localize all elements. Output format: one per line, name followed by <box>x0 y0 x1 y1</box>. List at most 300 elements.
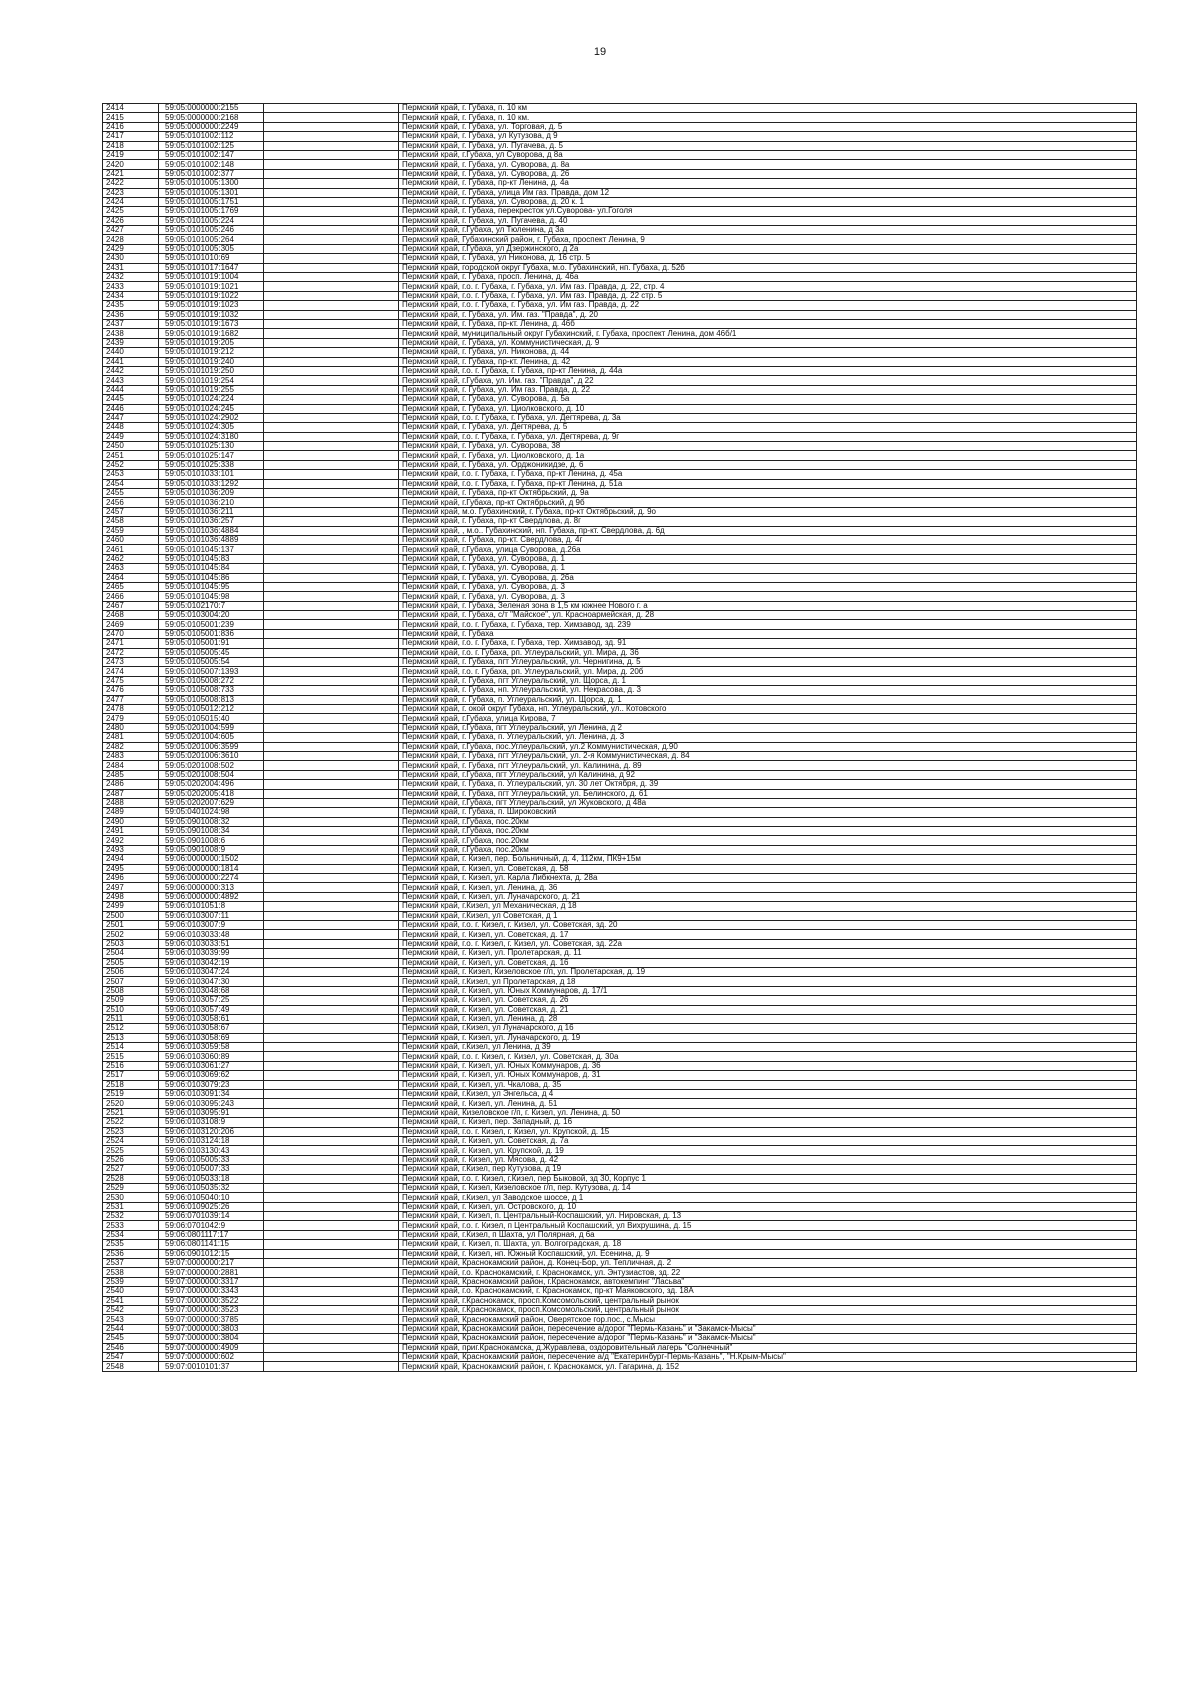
table-row <box>103 366 1137 375</box>
empty-cell <box>264 113 399 122</box>
address: Пермский край, г. Губаха, просп. Ленина, д. 46а <box>399 273 1137 282</box>
empty-cell <box>264 319 399 328</box>
row-number: 2535 <box>103 1240 159 1249</box>
table-row <box>103 1315 1137 1324</box>
empty-cell <box>264 780 399 789</box>
cadastral-number: 59:05:0101002:112 <box>159 132 264 141</box>
row-number: 2516 <box>103 1061 159 1070</box>
empty-cell <box>264 920 399 929</box>
row-number: 2545 <box>103 1334 159 1343</box>
address: Пермский край, , м.о.. Губахинский, нп. Губаха, пр-кт. Свердлова, д. 6д <box>399 526 1137 535</box>
address: Пермский край, г. Губаха, ул. Суворова, д. 3 <box>399 582 1137 591</box>
cadastral-number: 59:06:0103048:68 <box>159 986 264 995</box>
address: Пермский край, г. Губаха, п. 10 км <box>399 104 1137 113</box>
table-row <box>103 573 1137 582</box>
table-row <box>103 1108 1137 1117</box>
empty-cell <box>264 817 399 826</box>
address: Пермский край, г. Губаха, ул. Торговая, д. 5 <box>399 122 1137 131</box>
cadastral-number: 59:06:0701039:14 <box>159 1212 264 1221</box>
address: Пермский край, г.Губаха, улица Суворова, д.26а <box>399 545 1137 554</box>
row-number: 2501 <box>103 920 159 929</box>
empty-cell <box>264 770 399 779</box>
table-row <box>103 1099 1137 1108</box>
address: Пермский край, г. Губаха, п. 10 км. <box>399 113 1137 122</box>
cadastral-number: 59:05:0101024:3180 <box>159 432 264 441</box>
empty-cell <box>264 883 399 892</box>
cadastral-number: 59:05:0101005:305 <box>159 244 264 253</box>
empty-cell <box>264 1212 399 1221</box>
empty-cell <box>264 1259 399 1268</box>
cadastral-number: 59:05:0101019:1673 <box>159 319 264 328</box>
cadastral-number: 59:05:0201006:3610 <box>159 751 264 760</box>
table-row <box>103 104 1137 113</box>
table-row <box>103 686 1137 695</box>
table-row <box>103 1118 1137 1127</box>
cadastral-number: 59:06:0103120:206 <box>159 1127 264 1136</box>
page-number: 19 <box>593 46 607 58</box>
table-row <box>103 817 1137 826</box>
table-row <box>103 385 1137 394</box>
empty-cell <box>264 423 399 432</box>
cadastral-number: 59:05:0201004:599 <box>159 723 264 732</box>
row-number: 2489 <box>103 808 159 817</box>
empty-cell <box>264 723 399 732</box>
table-row <box>103 1296 1137 1305</box>
address: Пермский край, г. Кизел, ул. Советская, д. 7а <box>399 1136 1137 1145</box>
empty-cell <box>264 864 399 873</box>
table-row <box>103 977 1137 986</box>
cadastral-number: 59:06:0103069:62 <box>159 1071 264 1080</box>
row-number: 2538 <box>103 1268 159 1277</box>
address: Пермский край, Губахинский район, г. Губаха, проспект Ленина, 9 <box>399 235 1137 244</box>
address: Пермский край, г.о. г. Губаха, г. Губаха, тер. Химзавод, зд. 91 <box>399 639 1137 648</box>
table-row <box>103 892 1137 901</box>
address: Пермский край, г.Губаха, ул Суворова, д 8а <box>399 150 1137 159</box>
empty-cell <box>264 1005 399 1014</box>
cadastral-number: 59:06:0801117:17 <box>159 1230 264 1239</box>
empty-cell <box>264 526 399 535</box>
empty-cell <box>264 1202 399 1211</box>
empty-cell <box>264 996 399 1005</box>
address: Пермский край, г.о. г. Губаха, г. Губаха, пр-кт Ленина, д. 45а <box>399 470 1137 479</box>
empty-cell <box>264 1014 399 1023</box>
table-row <box>103 789 1137 798</box>
cadastral-number: 59:05:0105001:239 <box>159 620 264 629</box>
cadastral-number: 59:05:0101019:1022 <box>159 291 264 300</box>
table-row <box>103 1240 1137 1249</box>
table-row <box>103 629 1137 638</box>
empty-cell <box>264 385 399 394</box>
cadastral-number: 59:05:0101005:246 <box>159 226 264 235</box>
empty-cell <box>264 986 399 995</box>
address: Пермский край, г. Кизел, ул. Островского, д. 10 <box>399 1202 1137 1211</box>
cadastral-number: 59:05:0201008:502 <box>159 761 264 770</box>
empty-cell <box>264 967 399 976</box>
table-row <box>103 1005 1137 1014</box>
empty-cell <box>264 273 399 282</box>
cadastral-number: 59:05:0101036:4884 <box>159 526 264 535</box>
table-row <box>103 132 1137 141</box>
row-number: 2415 <box>103 113 159 122</box>
cadastral-number: 59:06:0103095:91 <box>159 1108 264 1117</box>
row-number: 2456 <box>103 498 159 507</box>
address: Пермский край, г. Губаха, пр-кт Ленина, д. 4а <box>399 179 1137 188</box>
address: Пермский край, г. Кизел, ул. Советская, д. 17 <box>399 930 1137 939</box>
cadastral-number: 59:05:0105001:836 <box>159 629 264 638</box>
row-number: 2482 <box>103 742 159 751</box>
address: Пермский край, г.Губаха, пос.Углеуральский, ул.2 Коммунистическая, д.90 <box>399 742 1137 751</box>
row-number: 2488 <box>103 798 159 807</box>
empty-cell <box>264 226 399 235</box>
table-row <box>103 967 1137 976</box>
cadastral-number: 59:05:0101045:95 <box>159 582 264 591</box>
address: Пермский край, г. Губаха, ул Кутузова, д 9 <box>399 132 1137 141</box>
row-number: 2476 <box>103 686 159 695</box>
empty-cell <box>264 1080 399 1089</box>
cadastral-number: 59:05:0101025:338 <box>159 460 264 469</box>
cadastral-number: 59:05:0202005:418 <box>159 789 264 798</box>
row-number: 2418 <box>103 141 159 150</box>
empty-cell <box>264 639 399 648</box>
table-row <box>103 348 1137 357</box>
table-row <box>103 1052 1137 1061</box>
cadastral-number: 59:05:0101045:84 <box>159 564 264 573</box>
address: Пермский край, г. Губаха, ул. Коммунистическая, д. 9 <box>399 338 1137 347</box>
address: Пермский край, г.о. г. Губаха, г. Губаха, ул. Им газ. Правда, д. 22 стр. 5 <box>399 291 1137 300</box>
row-number: 2421 <box>103 169 159 178</box>
row-number: 2443 <box>103 376 159 385</box>
empty-cell <box>264 1155 399 1164</box>
cadastral-number: 59:05:0101019:205 <box>159 338 264 347</box>
row-number: 2499 <box>103 902 159 911</box>
table-row <box>103 1259 1137 1268</box>
table-row <box>103 564 1137 573</box>
table-row <box>103 1193 1137 1202</box>
cadastral-number: 59:05:0105015:40 <box>159 714 264 723</box>
address: Пермский край, г.Кизел, ул Луначарского, д 16 <box>399 1024 1137 1033</box>
empty-cell <box>264 808 399 817</box>
cadastral-number: 59:05:0105008:733 <box>159 686 264 695</box>
row-number: 2483 <box>103 751 159 760</box>
table-row <box>103 310 1137 319</box>
table-row <box>103 658 1137 667</box>
empty-cell <box>264 160 399 169</box>
row-number: 2487 <box>103 789 159 798</box>
empty-cell <box>264 395 399 404</box>
cadastral-number: 59:05:0101010:69 <box>159 254 264 263</box>
empty-cell <box>264 1108 399 1117</box>
empty-cell <box>264 892 399 901</box>
cadastral-number: 59:05:0202007:629 <box>159 798 264 807</box>
table-row <box>103 413 1137 422</box>
table-row <box>103 902 1137 911</box>
cadastral-number: 59:06:0103057:25 <box>159 996 264 1005</box>
table-row <box>103 1230 1137 1239</box>
table-row <box>103 1043 1137 1052</box>
cadastral-number: 59:05:0901008:6 <box>159 836 264 845</box>
cadastral-number: 59:06:0101051:8 <box>159 902 264 911</box>
table-row <box>103 733 1137 742</box>
address: Пермский край, г. Кизел, нп. Южный Коспашский, ул. Есенина, д. 9 <box>399 1249 1137 1258</box>
empty-cell <box>264 1268 399 1277</box>
empty-cell <box>264 620 399 629</box>
empty-cell <box>264 1174 399 1183</box>
row-number: 2512 <box>103 1024 159 1033</box>
cadastral-number: 59:06:0103058:69 <box>159 1033 264 1042</box>
table-row <box>103 1174 1137 1183</box>
table-row <box>103 1324 1137 1333</box>
table-row <box>103 169 1137 178</box>
table-row <box>103 216 1137 225</box>
cadastral-number: 59:05:0105005:45 <box>159 648 264 657</box>
table-row <box>103 319 1137 328</box>
empty-cell <box>264 470 399 479</box>
address: Пермский край, г.Кизел, ул Ленина, д 39 <box>399 1043 1137 1052</box>
table-row <box>103 601 1137 610</box>
cadastral-number: 59:06:0103007:11 <box>159 911 264 920</box>
cadastral-number: 59:06:0103047:30 <box>159 977 264 986</box>
table-row <box>103 150 1137 159</box>
row-number: 2493 <box>103 845 159 854</box>
row-number: 2520 <box>103 1099 159 1108</box>
row-number: 2440 <box>103 348 159 357</box>
row-number: 2485 <box>103 770 159 779</box>
row-number: 2537 <box>103 1259 159 1268</box>
cadastral-number: 59:06:0801141:15 <box>159 1240 264 1249</box>
cadastral-number: 59:06:0103058:61 <box>159 1014 264 1023</box>
empty-cell <box>264 629 399 638</box>
address: Пермский край, г.Губаха, улица Кирова, 7 <box>399 714 1137 723</box>
address: Пермский край, г. Кизел, ул. Чкалова, д. 35 <box>399 1080 1137 1089</box>
row-number: 2530 <box>103 1193 159 1202</box>
empty-cell <box>264 958 399 967</box>
row-number: 2528 <box>103 1174 159 1183</box>
address: Пермский край, г.о. г. Губаха, рп. Углеуральский, ул. Мира, д. 36 <box>399 648 1137 657</box>
address: Пермский край, г. Губаха, ул. Циолковского, д. 10 <box>399 404 1137 413</box>
row-number: 2544 <box>103 1324 159 1333</box>
empty-cell <box>264 733 399 742</box>
address: Пермский край, г.Кизел, ул Заводское шоссе, д 1 <box>399 1193 1137 1202</box>
empty-cell <box>264 1221 399 1230</box>
address: Пермский край, г. Губаха, ул. Им. газ. "Правда", д. 20 <box>399 310 1137 319</box>
address: Пермский край, г.Губаха, ул Тюленина, д 3а <box>399 226 1137 235</box>
address: Пермский край, г. Губаха, нп. Углеуральский, ул. Некрасова, д. 3 <box>399 686 1137 695</box>
empty-cell <box>264 911 399 920</box>
table-row <box>103 1024 1137 1033</box>
address: Пермский край, г. Кизел, ул. Юных Коммунаров, д. 17/1 <box>399 986 1137 995</box>
empty-cell <box>264 1343 399 1352</box>
row-number: 2436 <box>103 310 159 319</box>
row-number: 2432 <box>103 273 159 282</box>
table-row <box>103 301 1137 310</box>
table-row <box>103 338 1137 347</box>
row-number: 2484 <box>103 761 159 770</box>
table-row <box>103 620 1137 629</box>
table-row <box>103 1268 1137 1277</box>
row-number: 2546 <box>103 1343 159 1352</box>
empty-cell <box>264 902 399 911</box>
table-row <box>103 874 1137 883</box>
empty-cell <box>264 216 399 225</box>
table-row <box>103 235 1137 244</box>
table-row <box>103 1090 1137 1099</box>
address: Пермский край, г. Кизел, п. Шахта, ул. Волгоградская, д. 18 <box>399 1240 1137 1249</box>
row-number: 2431 <box>103 263 159 272</box>
address: Пермский край, г. Губаха, пгт Углеуральский, ул. Чернигина, д. 5 <box>399 658 1137 667</box>
row-number: 2509 <box>103 996 159 1005</box>
empty-cell <box>264 1071 399 1080</box>
cadastral-number: 59:05:0101019:212 <box>159 348 264 357</box>
address: Пермский край, г. Кизел, ул. Советская, д. 21 <box>399 1005 1137 1014</box>
address: Пермский край, г. Губаха, ул. Им газ. Правда, д. 22 <box>399 385 1137 394</box>
address: Пермский край, г. Кизел, пер. Западный, д. 16 <box>399 1118 1137 1127</box>
cadastral-number: 59:07:0000000:3803 <box>159 1324 264 1333</box>
cadastral-number: 59:05:0101036:209 <box>159 489 264 498</box>
empty-cell <box>264 1240 399 1249</box>
cadastral-number: 59:05:0101036:210 <box>159 498 264 507</box>
row-number: 2495 <box>103 864 159 873</box>
row-number: 2519 <box>103 1090 159 1099</box>
address: Пермский край, г. Кизел, Кизеловское г/п, пер. Кутузова, д. 14 <box>399 1183 1137 1192</box>
table-row <box>103 1202 1137 1211</box>
table-row <box>103 1287 1137 1296</box>
table-row <box>103 723 1137 732</box>
cadastral-number: 59:05:0101045:137 <box>159 545 264 554</box>
empty-cell <box>264 1183 399 1192</box>
empty-cell <box>264 1165 399 1174</box>
cadastral-number: 59:06:0103047:24 <box>159 967 264 976</box>
cadastral-number: 59:05:0102170:7 <box>159 601 264 610</box>
table-row <box>103 263 1137 272</box>
address: Пермский край, г. Губаха, п. Углеуральский, ул. 30 лет Октября, д. 39 <box>399 780 1137 789</box>
cadastral-number: 59:06:0701042:9 <box>159 1221 264 1230</box>
address: Пермский край, г.о. г. Кизел, г.Кизел, пер Быковой, зд 30, Корпус 1 <box>399 1174 1137 1183</box>
address: Пермский край, м.о. Губахинский, г. Губаха, пр-кт Октябрьский, д. 9о <box>399 507 1137 516</box>
empty-cell <box>264 1352 399 1361</box>
empty-cell <box>264 695 399 704</box>
address: Пермский край, г.о. г. Кизел, г. Кизел, ул. Советская, д. 30а <box>399 1052 1137 1061</box>
empty-cell <box>264 1296 399 1305</box>
cadastral-number: 59:07:0000000:2881 <box>159 1268 264 1277</box>
empty-cell <box>264 489 399 498</box>
cadastral-number: 59:05:0101019:254 <box>159 376 264 385</box>
cadastral-number: 59:06:0000000:1814 <box>159 864 264 873</box>
cadastral-number: 59:06:0105040:10 <box>159 1193 264 1202</box>
table-row <box>103 1183 1137 1192</box>
empty-cell <box>264 705 399 714</box>
cadastral-number: 59:05:0401024:98 <box>159 808 264 817</box>
cadastral-number: 59:06:0103061:27 <box>159 1061 264 1070</box>
cadastral-number: 59:06:0103095:243 <box>159 1099 264 1108</box>
cadastral-number: 59:05:0101019:1023 <box>159 301 264 310</box>
empty-cell <box>264 1249 399 1258</box>
row-number: 2450 <box>103 442 159 451</box>
row-number: 2441 <box>103 357 159 366</box>
empty-cell <box>264 1277 399 1286</box>
row-number: 2447 <box>103 413 159 422</box>
address: Пермский край, г. Кизел, ул. Крупской, д. 19 <box>399 1146 1137 1155</box>
address: Пермский край, г. Губаха, Зеленая зона в 1,5 км южнее Нового г. а <box>399 601 1137 610</box>
table-row <box>103 855 1137 864</box>
address: Пермский край, г.Губаха, пгт Углеуральский, ул Ленина, д 2 <box>399 723 1137 732</box>
row-number: 2500 <box>103 911 159 920</box>
table-row <box>103 273 1137 282</box>
address: Пермский край, г.о. г. Губаха, г. Губаха, пр-кт Ленина, д. 44а <box>399 366 1137 375</box>
address: Пермский край, г.Губаха, ул Дзержинского, д 2а <box>399 244 1137 253</box>
cadastral-number: 59:05:0101024:245 <box>159 404 264 413</box>
row-number: 2460 <box>103 535 159 544</box>
table-row <box>103 376 1137 385</box>
address: Пермский край, г.о. г. Губаха, г. Губаха, тер. Химзавод, зд. 239 <box>399 620 1137 629</box>
table-row <box>103 1033 1137 1042</box>
cadastral-number: 59:05:0101045:86 <box>159 573 264 582</box>
address: Пермский край, г. Губаха, ул. Циолковского, д. 1а <box>399 451 1137 460</box>
row-number: 2486 <box>103 780 159 789</box>
table-row <box>103 160 1137 169</box>
cadastral-number: 59:05:0101036:4889 <box>159 535 264 544</box>
table-row <box>103 545 1137 554</box>
empty-cell <box>264 949 399 958</box>
row-number: 2536 <box>103 1249 159 1258</box>
empty-cell <box>264 348 399 357</box>
cadastral-number: 59:05:0101005:1751 <box>159 197 264 206</box>
cadastral-number: 59:05:0105008:813 <box>159 695 264 704</box>
row-number: 2475 <box>103 676 159 685</box>
row-number: 2508 <box>103 986 159 995</box>
cadastral-number: 59:06:0105005:33 <box>159 1155 264 1164</box>
table-row <box>103 1014 1137 1023</box>
row-number: 2467 <box>103 601 159 610</box>
empty-cell <box>264 977 399 986</box>
cadastral-number: 59:05:0101019:1021 <box>159 282 264 291</box>
empty-cell <box>264 845 399 854</box>
table-row <box>103 423 1137 432</box>
row-number: 2503 <box>103 939 159 948</box>
empty-cell <box>264 789 399 798</box>
cadastral-number: 59:05:0101033:101 <box>159 470 264 479</box>
address: Пермский край, г.Губаха, пос.20км <box>399 845 1137 854</box>
address: Пермский край, г. Губаха, ул Никонова, д. 16 стр. 5 <box>399 254 1137 263</box>
address: Пермский край, г. Губаха, пр-кт. Свердлова, д. 4г <box>399 535 1137 544</box>
empty-cell <box>264 366 399 375</box>
table-row <box>103 1061 1137 1070</box>
empty-cell <box>264 1090 399 1099</box>
address: Пермский край, г. Губаха, ул. Орджоникидзе, д. 6 <box>399 460 1137 469</box>
row-number: 2458 <box>103 517 159 526</box>
address: Пермский край, г. Губаха, п. Углеуральский, ул. Щорса, д. 1 <box>399 695 1137 704</box>
row-number: 2425 <box>103 207 159 216</box>
address: Пермский край, г. Губаха, пр-кт Свердлова, д. 8г <box>399 517 1137 526</box>
address: Пермский край, г. Губаха, ул. Суворова, д. 26а <box>399 573 1137 582</box>
empty-cell <box>264 132 399 141</box>
cadastral-number: 59:05:0000000:2168 <box>159 113 264 122</box>
cadastral-number: 59:05:0101019:255 <box>159 385 264 394</box>
table-row <box>103 761 1137 770</box>
address: Пермский край, г.о. г. Губаха, г. Губаха, пр-кт Ленина, д. 51а <box>399 479 1137 488</box>
table-row <box>103 939 1137 948</box>
row-number: 2430 <box>103 254 159 263</box>
table-row <box>103 705 1137 714</box>
table-row <box>103 507 1137 516</box>
empty-cell <box>264 254 399 263</box>
row-number: 2490 <box>103 817 159 826</box>
address: Пермский край, г. Кизел, ул. Советская, д. 16 <box>399 958 1137 967</box>
row-number: 2510 <box>103 1005 159 1014</box>
row-number: 2511 <box>103 1014 159 1023</box>
row-number: 2422 <box>103 179 159 188</box>
table-row <box>103 667 1137 676</box>
address: Пермский край, г.о. г. Губаха, г. Губаха, ул. Дегтярева, д. 9г <box>399 432 1137 441</box>
